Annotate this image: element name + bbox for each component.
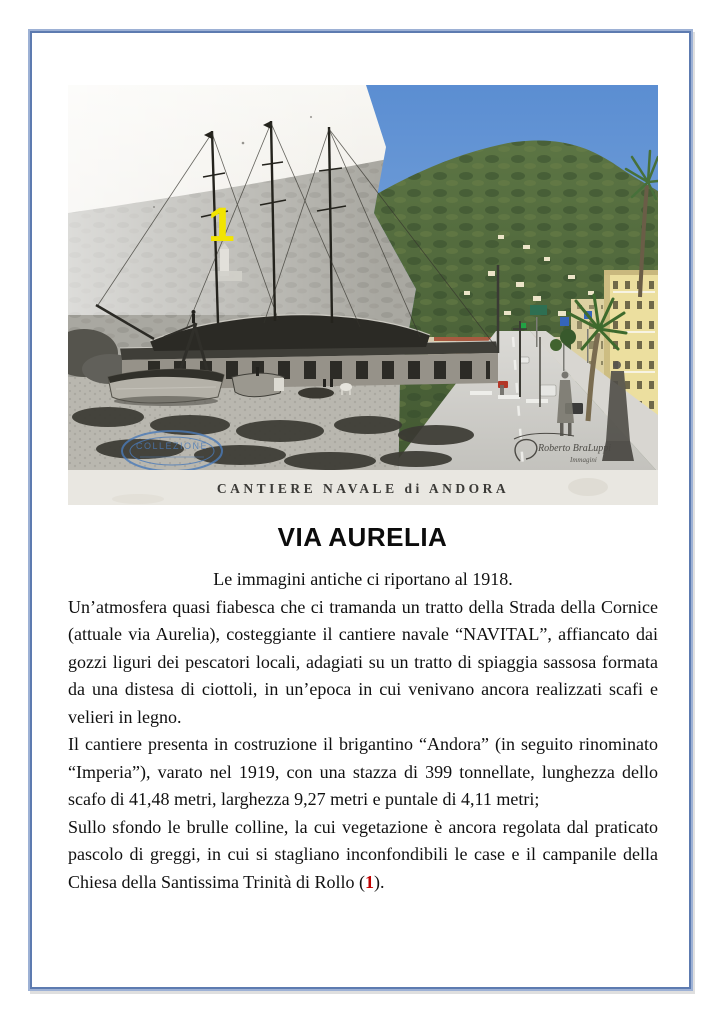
stamp-text: COLLEZIONE xyxy=(135,441,209,451)
photo-caption-band xyxy=(68,470,658,505)
paragraph-3-text: Sullo sfondo le brulle colline, la cui vegetazione è ancora regolata dal praticato pascolo di greggi, in cui si stagliano inconfondibili le case e il campanile della Chiesa della Santissima Trinità di Rollo ( xyxy=(68,816,658,892)
historic-photo xyxy=(68,85,658,505)
intro-line: Le immagini antiche ci riportano al 1918. xyxy=(213,569,513,589)
photo-illustration xyxy=(68,85,658,505)
footnote-ref-1: 1 xyxy=(365,871,374,892)
paragraph-2: Il cantiere presenta in costruzione il brigantino “Andora” (in seguito rinominato “Imperia”), varato nel 1919, con una stazza di 399 tonnellate, lunghezza dello scafo di 41,48 metri, larghezza 9,27 metri e puntale di 4,11 metri; xyxy=(68,734,658,809)
paragraph-3 xyxy=(68,814,658,897)
photo-caption: CANTIERE NAVALE di ANDORA xyxy=(216,481,510,496)
white-van xyxy=(540,385,556,396)
article-text xyxy=(68,566,658,896)
marker-1-label: 1 xyxy=(208,199,235,252)
white-car xyxy=(520,357,529,363)
page-title: VIA AURELIA xyxy=(277,522,448,552)
signature-subtitle: Immagini xyxy=(570,456,597,464)
signature-name: Roberto BraLuppi xyxy=(538,443,612,454)
paragraph-1: Un’atmosfera quasi fiabesca che ci tramanda un tratto della Strada della Cornice (attuale via Aurelia), costeggiante il cantiere navale “NAVITAL”, affiancato dai gozzi liguri dei pescatori locali, adagiati su un tratto di spiaggia sassosa formata da una distesa di ciottoli, in un’epoca in cui venivano ancora realizzati scafi e velieri in legno. xyxy=(68,596,658,727)
paragraph-3-closing: ). xyxy=(374,871,385,892)
